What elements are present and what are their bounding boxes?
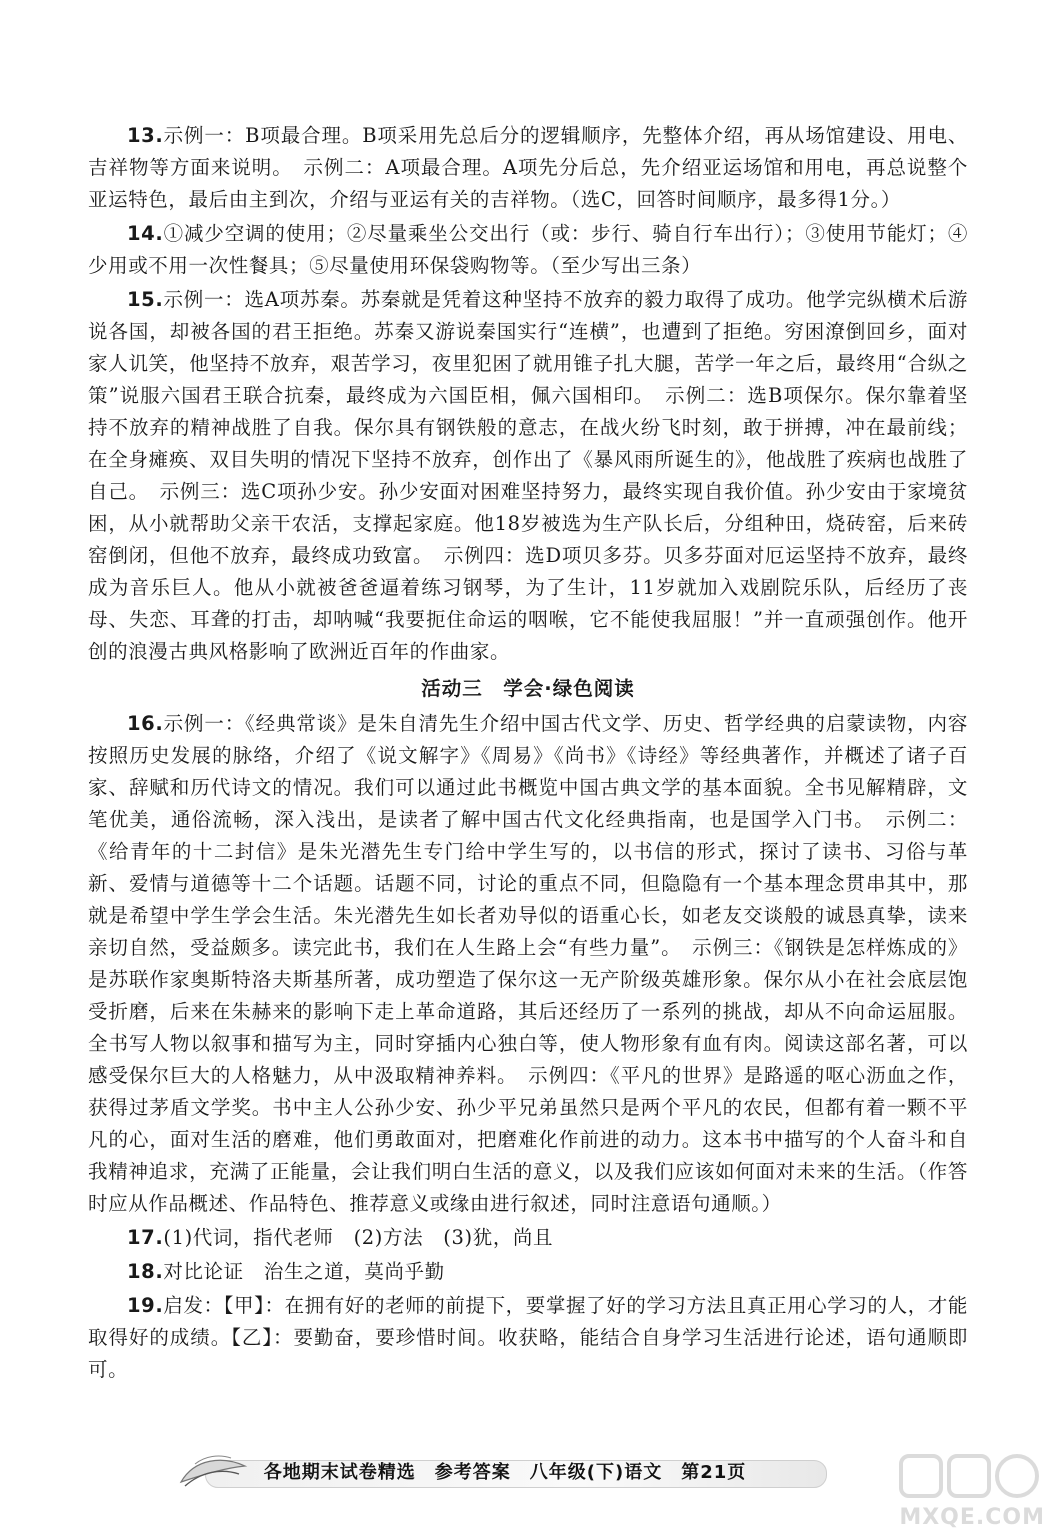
answer-text: ①减少空调的使用；②尽量乘坐公交出行（或：步行、骑自行车出行）；③使用节能灯；④少用或不用一次性餐具；⑤尽量使用环保袋购物等。（至少写出三条） xyxy=(88,222,968,277)
answer-number: 18. xyxy=(127,1260,164,1283)
answer-text: 对比论证 治生之道，莫尚乎勤 xyxy=(163,1260,445,1283)
answer-text: 启发：【甲】：在拥有好的老师的前提下，要掌握了好的学习方法且真正用心学习的人，才能取得好的成绩。【乙】：要勤奋，要珍惜时间。收获略，能结合自身学习生活进行论述，语句通顺即可。 xyxy=(88,1294,968,1381)
answer-number: 16. xyxy=(127,712,164,735)
answer-number: 14. xyxy=(127,222,164,245)
answer-15 xyxy=(88,284,968,668)
answer-content xyxy=(88,120,968,1386)
answer-19 xyxy=(88,1290,968,1386)
answer-17 xyxy=(88,1222,968,1254)
watermark-text: MXQE.COM xyxy=(899,1505,1045,1530)
answer-18 xyxy=(88,1256,968,1288)
answer-16 xyxy=(88,708,968,1220)
footer-text: 各地期末试卷精选 参考答案 八年级(下)语文 第21页 xyxy=(263,1462,747,1483)
answer-number: 17. xyxy=(127,1226,164,1249)
page-footer xyxy=(175,1452,835,1490)
answer-text: (1)代词，指代老师 (2)方法 (3)犹，尚且 xyxy=(163,1226,554,1249)
answer-number: 15. xyxy=(127,288,164,311)
watermark xyxy=(895,1450,1045,1530)
answer-text: 示例一：B项最合理。B项采用先总后分的逻辑顺序，先整体介绍，再从场馆建设、用电、吉祥物等方面来说明。 示例二：A项最合理。A项先分后总，先介绍亚运场馆和用电，再总说整个亚运特色，最后由主到次，介绍与亚运有关的吉祥物。（选C，回答时间顺序，最多得1分。） xyxy=(88,124,968,211)
answer-text: 示例一：选A项苏秦。苏秦就是凭着这种坚持不放弃的毅力取得了成功。他学完纵横术后游说各国，却被各国的君王拒绝。苏秦又游说秦国实行“连横”，也遭到了拒绝。穷困潦倒回乡，面对家人讥笑，他坚持不放弃，艰苦学习，夜里犯困了就用锥子扎大腿，苦学一年之后，最终用“合纵之策”说服六国君王联合抗秦，最终成为六国臣相，佩六国相印。 示例二：选B项保尔。保尔靠着坚持不放弃的精神战胜了自我。保尔具有钢铁般的意志，在战火纷飞时刻，敢于拼搏，冲在最前线；在全身瘫痪、双目失明的情况下坚持不放弃，创作出了《暴风雨所诞生的》，他战胜了疾病也战胜了自己。 示例三：选C项孙少安。孙少安面对困难坚持努力，最终实现自我价值。孙少安由于家境贫困，从小就帮助父亲干农活，支撑起家庭。他18岁被选为生产队长后，分组种田，烧砖窑，后来砖窑倒闭，但他不放弃，最终成功致富。 示例四：选D项贝多芬。贝多芬面对厄运坚持不放弃，最终成为音乐巨人。他从小就被爸爸逼着练习钢琴，为了生计，11岁就加入戏剧院乐队，后经历了丧母、失恋、耳聋的打击，却呐喊“我要扼住命运的咽喉，它不能使我屈服！”并一直顽强创作。他开创的浪漫古典风格影响了欧洲近百年的作曲家。 xyxy=(88,288,968,663)
answer-number: 13. xyxy=(127,124,164,147)
answer-text: 示例一：《经典常谈》是朱自清先生介绍中国古代文学、历史、哲学经典的启蒙读物，内容按照历史发展的脉络，介绍了《说文解字》《周易》《尚书》《诗经》等经典著作，并概述了诸子百家、辞赋和历代诗文的情况。我们可以通过此书概览中国古典文学的基本面貌。全书见解精辟，文笔优美，通俗流畅，深入浅出，是读者了解中国古代文化经典指南，也是国学入门书。 示例二：《给青年的十二封信》是朱光潜先生专门给中学生写的，以书信的形式，探讨了读书、习俗与革新、爱情与道德等十二个话题。话题不同，讨论的重点不同，但隐隐有一个基本理念贯串其中，那就是希望中学生学会生活。朱光潜先生如长者劝导似的语重心长，如老友交谈般的诚恳真挚，读来亲切自然，受益颇多。读完此书，我们在人生路上会“有些力量”。 示例三：《钢铁是怎样炼成的》是苏联作家奥斯特洛夫斯基所著，成功塑造了保尔这一无产阶级英雄形象。保尔从小在社会底层饱受折磨，后来在朱赫来的影响下走上革命道路，其后还经历了一系列的挑战，却从不向命运屈服。全书写人物以叙事和描写为主，同时穿插内心独白等，使人物形象有血有肉。阅读这部名著，可以感受保尔巨大的人格魅力，从中汲取精神养料。 示例四：《平凡的世界》是路遥的呕心沥血之作，获得过茅盾文学奖。书中主人公孙少安、孙少平兄弟虽然只是两个平凡的农民，但都有着一颗不平凡的心，面对生活的磨难，他们勇敢面对，把磨难化作前进的动力。这本书中描写的个人奋斗和自我精神追求，充满了正能量，会让我们明白生活的意义，以及我们应该如何面对未来的生活。（作答时应从作品概述、作品特色、推荐意义或缘由进行叙述，同时注意语句通顺。） xyxy=(88,712,968,1215)
answer-logo-icon xyxy=(895,1450,1045,1506)
answer-13 xyxy=(88,120,968,216)
answer-14 xyxy=(88,218,968,282)
answer-number: 19. xyxy=(127,1294,164,1317)
section-title: 活动三 学会·绿色阅读 xyxy=(421,677,635,700)
